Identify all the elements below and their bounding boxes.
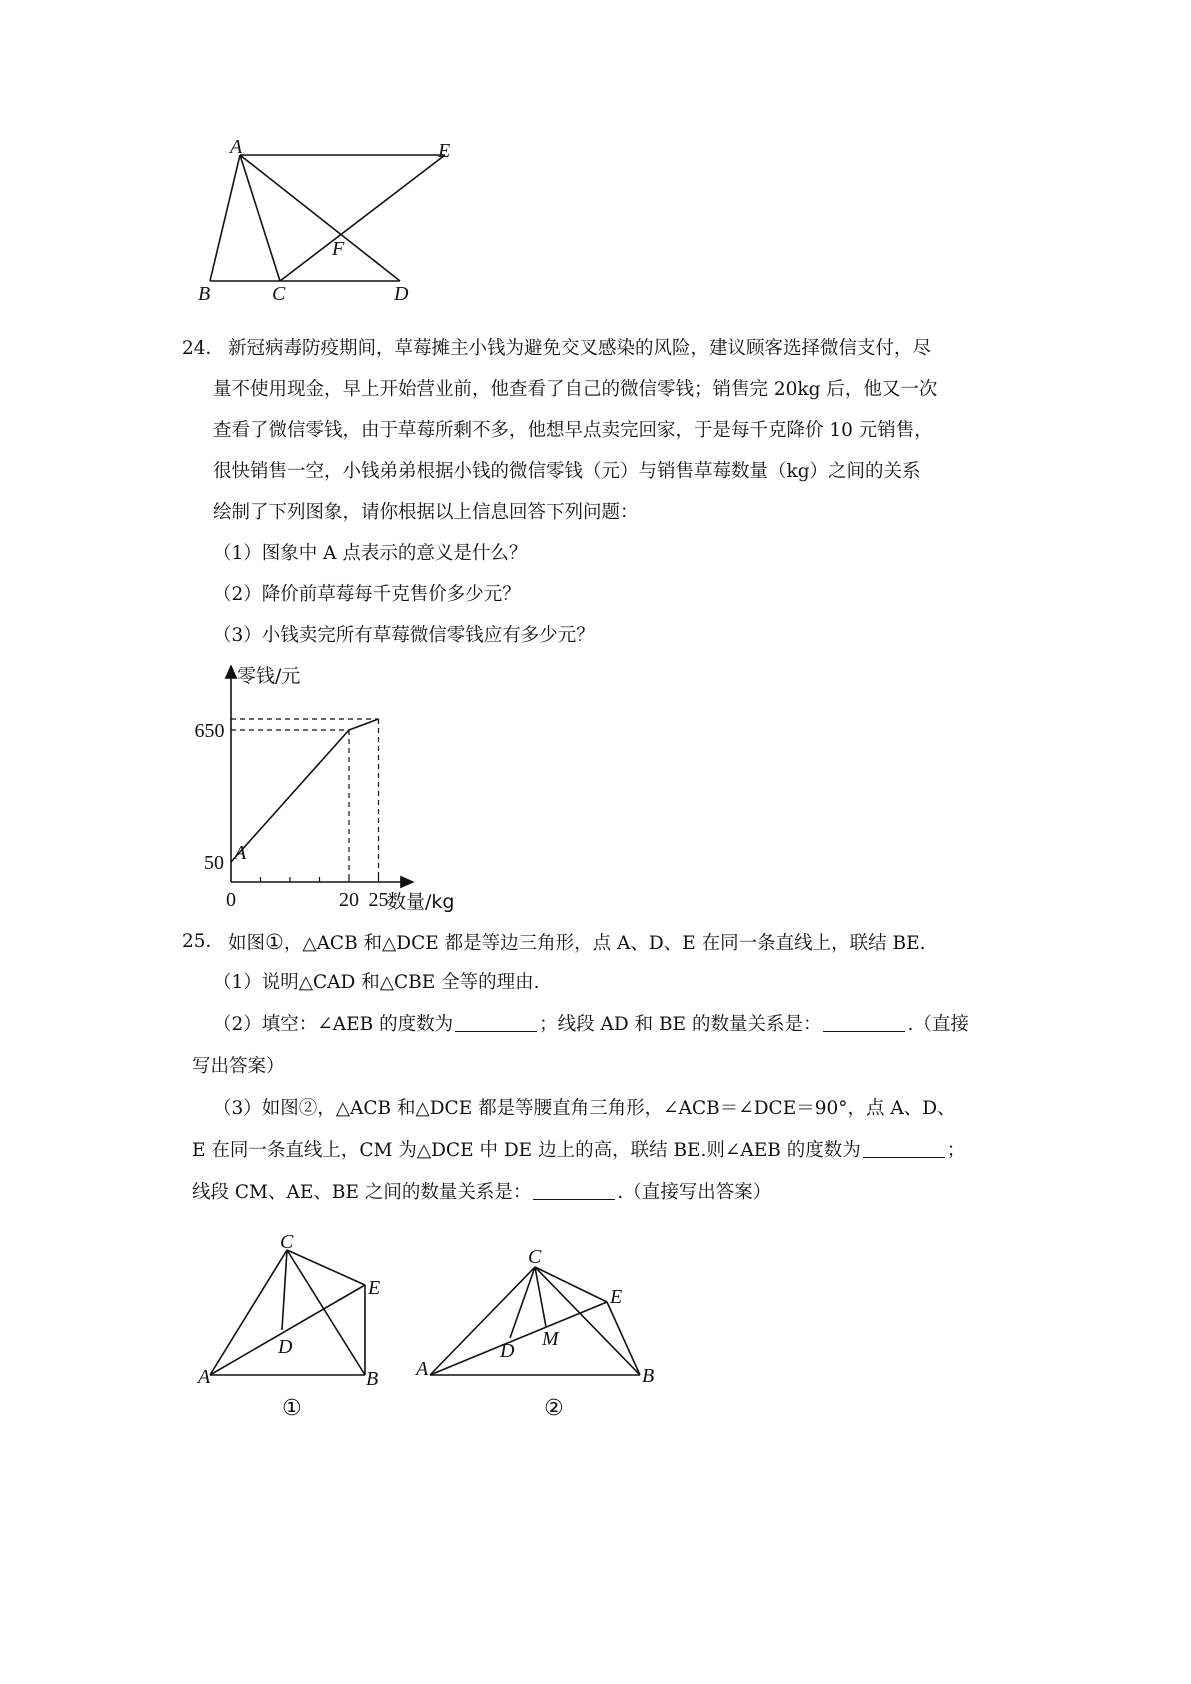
chart-point-label-A: A: [234, 842, 247, 864]
fig1-label-A: A: [198, 1366, 211, 1388]
figure-2-caption: ②: [544, 1396, 564, 1421]
figure-1: [190, 1225, 400, 1425]
figure-1-svg: [190, 1225, 400, 1425]
chart-y-tick-label: 50: [204, 852, 224, 874]
chart-xlabel: 数量/kg: [387, 891, 455, 913]
q24-line-2: 量不使用现金，早上开始营业前，他查看了自己的微信零钱；销售完 20kg 后，他又一次: [213, 379, 938, 400]
fig2-label-M: M: [542, 1328, 559, 1350]
blank-aeb-degree[interactable]: [455, 1013, 537, 1032]
q25-sub-2-a: （2）填空：∠AEB 的度数为: [213, 1014, 454, 1035]
fig2-label-D: D: [500, 1340, 515, 1362]
chart-x-tick-label: 0: [226, 889, 236, 911]
chart-y-tick-label: 650: [194, 720, 225, 742]
q25-sub-3-c: ；: [946, 1140, 966, 1161]
q25-line-1-b: ，△ACB 和△DCE 都是等边三角形，点 A、D、E 在同一条直线上，联结 BE.: [283, 933, 926, 954]
fig1-label-E: E: [368, 1277, 381, 1299]
q25-sub-2: [213, 1013, 969, 1037]
chart-series-segment: [231, 730, 349, 862]
q25-sub-3-e: .（直接写出答案）: [617, 1182, 772, 1203]
label-F: F: [332, 238, 345, 260]
chart-ylabel: 零钱/元: [237, 665, 301, 687]
q25-sub-2-c: .（直接: [907, 1014, 969, 1035]
q24-line-4: 很快销售一空，小钱弟弟根据小钱的微信零钱（元）与销售草莓数量（kg）之间的关系: [213, 461, 921, 482]
q24-line-5: 绘制了下列图象，请你根据以上信息回答下列问题：: [213, 502, 639, 523]
q25-sub-3-b: E 在同一条直线上，CM 为△DCE 中 DE 边上的高，联结 BE.则∠AEB 的度数为: [192, 1140, 861, 1161]
chart-x-tick-label: 25: [368, 889, 389, 911]
figure-2: [410, 1225, 670, 1425]
q24-line-3: 查看了微信零钱，由于草莓所剩不多，他想早点卖完回家，于是每千克降价 10 元销售，: [213, 420, 933, 441]
label-C: C: [272, 283, 286, 305]
label-E: E: [438, 140, 451, 162]
figure-2-svg: [410, 1225, 670, 1425]
q25-sub-2-continued: 写出答案）: [192, 1056, 285, 1077]
fig2-label-B: B: [642, 1365, 655, 1387]
label-A: A: [230, 136, 243, 158]
blank-ad-be-relation[interactable]: [823, 1013, 905, 1032]
fig1-label-D: D: [278, 1336, 293, 1358]
q25-sub-1: （1）说明△CAD 和△CBE 全等的理由.: [213, 972, 540, 993]
q25-circled-1: ①: [265, 930, 284, 954]
q24-chart: [195, 660, 485, 920]
fig2-label-A: A: [416, 1358, 429, 1380]
q25-line-1: [228, 930, 925, 956]
q25-sub-2-b: ；线段 AD 和 BE 的数量关系是：: [539, 1014, 822, 1035]
q24-number: 24．: [182, 338, 225, 359]
chart-svg: [195, 660, 485, 920]
figure-top: [190, 135, 480, 310]
label-B: B: [198, 283, 211, 305]
fig2-label-E: E: [610, 1286, 623, 1308]
q25-sub-3-line-1: （3）如图②，△ACB 和△DCE 都是等腰直角三角形，∠ACB＝∠DCE＝90°，点 A、D、: [213, 1098, 956, 1119]
q25-line-1-a: 如图: [228, 933, 266, 954]
blank-cm-ae-be-relation[interactable]: [533, 1181, 615, 1200]
q25-sub-3-line-2: [192, 1139, 965, 1163]
blank-aeb-degree-2[interactable]: [863, 1139, 945, 1158]
q25-sub-3-line-3: [192, 1181, 771, 1205]
fig1-label-B: B: [366, 1368, 379, 1390]
chart-series-segment: [349, 719, 379, 730]
figure-1-caption: ①: [282, 1396, 302, 1421]
chart-x-tick-label: 20: [339, 889, 359, 911]
q24-sub-1: （1）图象中 A 点表示的意义是什么？: [213, 543, 528, 564]
fig2-label-C: C: [528, 1246, 542, 1268]
q24-sub-3: （3）小钱卖完所有草莓微信零钱应有多少元？: [213, 625, 595, 646]
fig1-label-C: C: [280, 1231, 294, 1253]
q25-sub-3-d: 线段 CM、AE、BE 之间的数量关系是：: [192, 1182, 532, 1203]
figure-top-svg: [190, 135, 480, 310]
q24-sub-2: （2）降价前草莓每千克售价多少元？: [213, 584, 521, 605]
label-D: D: [394, 283, 409, 305]
q25-number: 25．: [182, 931, 225, 952]
q24-line-1: 新冠病毒防疫期间，草莓摊主小钱为避免交叉感染的风险，建议顾客选择微信支付，尽: [228, 338, 932, 359]
